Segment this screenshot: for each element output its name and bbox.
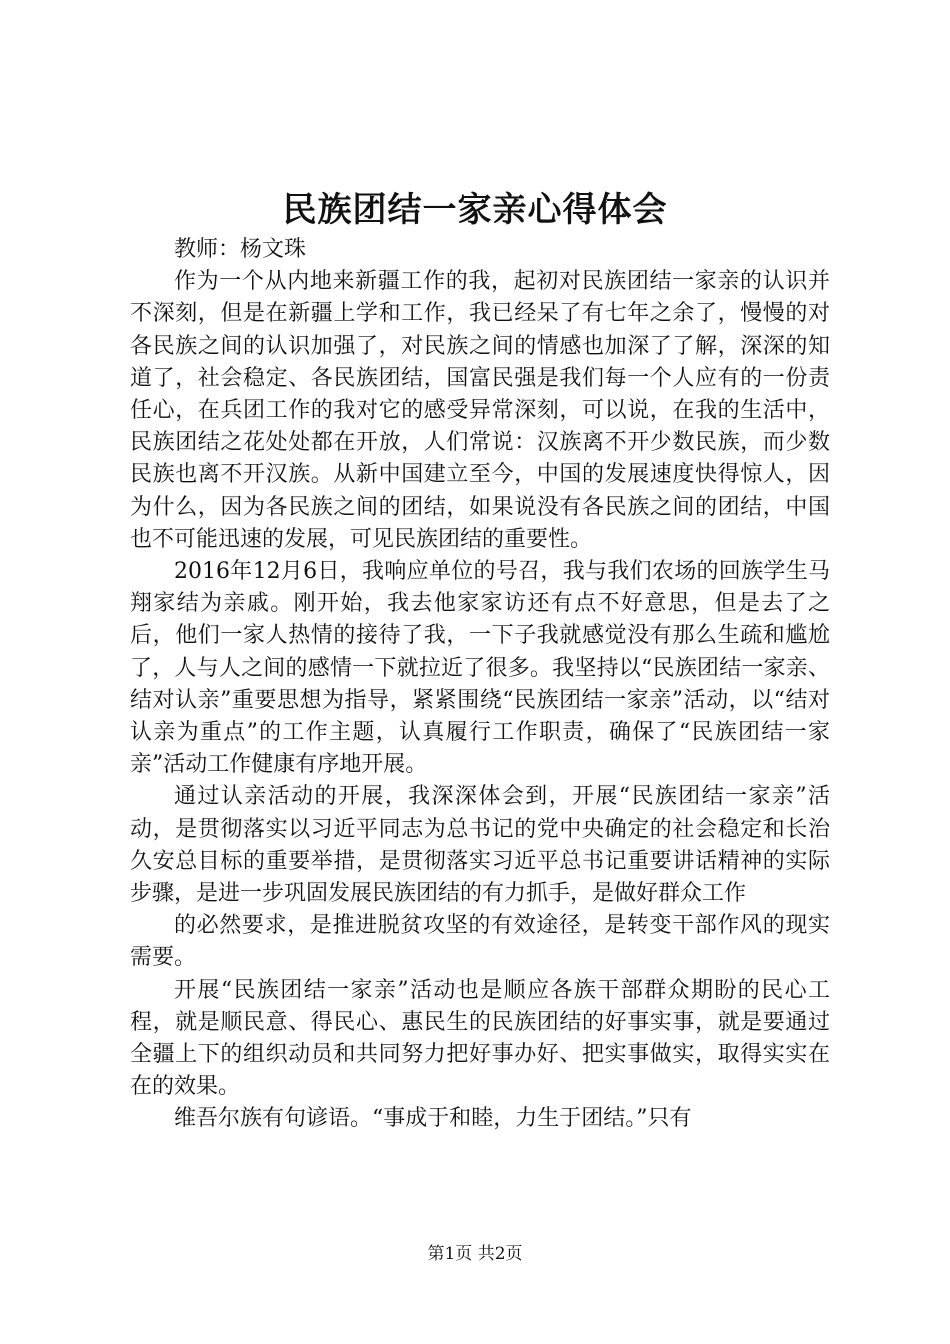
paragraph: 开展“民族团结一家亲”活动也是顺应各族干部群众期盼的民心工程，就是顺民意、得民心、惠民生的民族团结的好事实事，就是要通过全疆上下的组织动员和共同努力把好事办好、把实事做实，取得实实在在的效果。 bbox=[130, 977, 830, 1100]
page-indicator: 第1页 共2页 bbox=[427, 1244, 523, 1264]
document-title: 民族团结一家亲心得体会 bbox=[282, 190, 668, 230]
paragraph: 作为一个从内地来新疆工作的我，起初对民族团结一家亲的认识并不深刻，但是在新疆上学和工作，我已经呆了有七年之余了，慢慢的对各民族之间的认识加强了，对民族之间的情感也加深了了解，深深的知道了，社会稳定、各民族团结，国富民强是我们每一个人应有的一份责任心，在兵团工作的我对它的感受异常深刻，可以说，在我的生活中，民族团结之花处处都在开放，人们常说：汉族离不开少数民族，而少数民族也离不开汉族。从新中国建立至今，中国的发展速度快得惊人，因为什么，因为各民族之间的团结，如果说没有各民族之间的团结，中国也不可能迅速的发展，可见民族团结的重要性。 bbox=[130, 269, 830, 552]
paragraph: 2016年12月6日，我响应单位的号召，我与我们农场的回族学生马翔家结为亲戚。刚开始，我去他家家访还有点不好意思，但是去了之后，他们一家人热情的接待了我，一下子我就感觉没有那么生疏和尴尬了，人与人之间的感情一下就拉近了很多。我坚持以“民族团结一家亲、结对认亲”重要思想为指导，紧紧围绕“民族团结一家亲”活动，以“结对认亲为重点”的工作主题，认真履行工作职责，确保了“民族团结一家亲”活动工作健康有序地开展。 bbox=[130, 559, 830, 778]
paragraph: 维吾尔族有句谚语。“事成于和睦，力生于团结。”只有 bbox=[174, 1106, 692, 1132]
author-line: 教师：杨文珠 bbox=[174, 237, 307, 262]
paragraph: 通过认亲活动的开展，我深深体会到，开展“民族团结一家亲”活动，是贯彻落实以习近平同志为总书记的党中央确定的社会稳定和长治久安总目标的重要举措，是贯彻落实习近平总书记重要讲话精神的实际步骤，是进一步巩固发展民族团结的有力抓手，是做好群众工作 bbox=[130, 784, 830, 907]
document-body bbox=[130, 234, 830, 1136]
paragraph: 的必然要求，是推进脱贫攻坚的有效途径，是转变干部作风的现实需要。 bbox=[130, 913, 830, 971]
